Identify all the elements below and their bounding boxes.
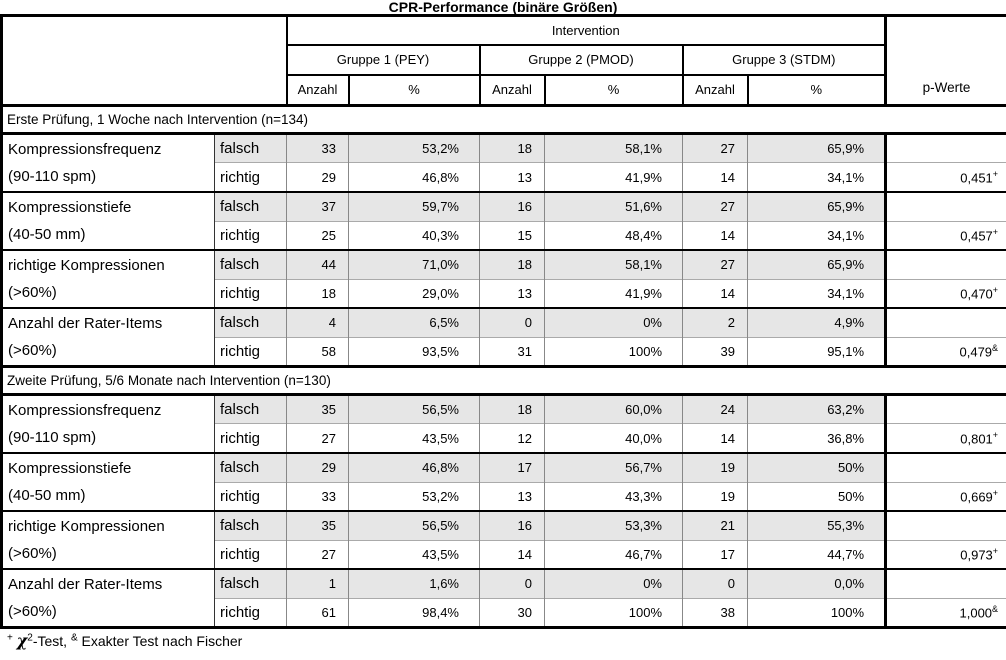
p-value: 0,801 <box>960 431 993 447</box>
measure-range: (40-50 mm) <box>8 226 86 243</box>
p-value-cell <box>886 424 1006 453</box>
group-2-header: Gruppe 2 (PMOD) <box>480 45 683 75</box>
table-title: CPR-Performance (binäre Größen) <box>388 0 618 15</box>
outcome-label: richtig <box>215 163 287 192</box>
cell-count: 35 <box>287 511 349 540</box>
footnote <box>7 631 242 650</box>
chi-exponent: 2 <box>27 632 33 644</box>
table-row <box>2 134 1006 163</box>
cell-percent: 65,9% <box>748 134 886 163</box>
table-row <box>2 250 1006 279</box>
cell-count: 25 <box>287 221 349 250</box>
measure-label <box>2 395 215 454</box>
p-marker: + <box>992 227 999 238</box>
outcome-label: richtig <box>215 221 287 250</box>
cell-count: 14 <box>480 540 545 569</box>
cell-count: 27 <box>683 134 748 163</box>
cell-percent: 95,1% <box>748 337 886 366</box>
measure-label <box>2 453 215 511</box>
p-value-cell <box>886 598 1006 627</box>
cell-count: 29 <box>287 163 349 192</box>
measure-name: Anzahl der Rater-Items <box>8 576 163 593</box>
cell-percent: 0% <box>545 308 683 337</box>
measure-label <box>2 308 215 367</box>
cell-count: 18 <box>287 279 349 308</box>
cell-percent: 58,1% <box>545 134 683 163</box>
cell-count: 39 <box>683 337 748 366</box>
outcome-label: falsch <box>215 395 287 424</box>
cell-count: 12 <box>480 424 545 453</box>
outcome-label: falsch <box>215 250 287 279</box>
cell-count: 14 <box>683 279 748 308</box>
cell-count: 1 <box>287 569 349 598</box>
outcome-label: falsch <box>215 569 287 598</box>
chi-symbol: χ <box>16 631 28 650</box>
cell-percent: 36,8% <box>748 424 886 453</box>
outcome-label: falsch <box>215 511 287 540</box>
p-value-cell <box>886 395 1006 424</box>
p-value-cell <box>886 221 1006 250</box>
cell-count: 17 <box>480 453 545 482</box>
cell-count: 19 <box>683 453 748 482</box>
count-column-header: Anzahl <box>287 75 349 106</box>
p-marker: + <box>992 429 999 440</box>
outcome-label: falsch <box>215 308 287 337</box>
measure-label <box>2 569 215 628</box>
section-header-row <box>2 367 1006 395</box>
cell-count: 44 <box>287 250 349 279</box>
cell-count: 31 <box>480 337 545 366</box>
cell-percent: 53,3% <box>545 511 683 540</box>
section-heading: Erste Prüfung, 1 Woche nach Intervention (n=134) <box>2 106 1006 134</box>
outcome-label: falsch <box>215 453 287 482</box>
cell-percent: 46,8% <box>349 163 480 192</box>
cell-count: 13 <box>480 163 545 192</box>
cell-percent: 43,5% <box>349 424 480 453</box>
intervention-header: Intervention <box>287 16 886 45</box>
cell-count: 0 <box>683 569 748 598</box>
table-row <box>2 569 1006 598</box>
cell-count: 18 <box>480 250 545 279</box>
p-value-cell <box>886 163 1006 192</box>
measure-name: Kompressionsfrequenz <box>8 402 162 419</box>
measure-label <box>2 192 215 250</box>
p-value: 0,669 <box>960 489 993 505</box>
cell-percent: 55,3% <box>748 511 886 540</box>
outcome-label: richtig <box>215 279 287 308</box>
p-marker: + <box>992 285 999 296</box>
outcome-label: richtig <box>215 482 287 511</box>
cell-percent: 40,0% <box>545 424 683 453</box>
p-value-cell <box>886 337 1006 366</box>
fisher-test-marker: & <box>70 632 78 644</box>
cell-count: 19 <box>683 482 748 511</box>
measure-range: (>60%) <box>8 284 57 301</box>
cell-percent: 44,7% <box>748 540 886 569</box>
outcome-label: richtig <box>215 598 287 627</box>
cell-percent: 100% <box>545 598 683 627</box>
section-header-row <box>2 106 1006 134</box>
cell-count: 4 <box>287 308 349 337</box>
cell-percent: 48,4% <box>545 221 683 250</box>
measure-label <box>2 250 215 308</box>
cell-percent: 4,9% <box>748 308 886 337</box>
p-value-cell <box>886 453 1006 482</box>
cell-percent: 34,1% <box>748 279 886 308</box>
p-marker: + <box>992 546 999 557</box>
p-value: 0,973 <box>960 547 993 563</box>
outcome-label: richtig <box>215 337 287 366</box>
cell-count: 21 <box>683 511 748 540</box>
count-column-header: Anzahl <box>683 75 748 106</box>
table-row <box>2 308 1006 337</box>
cell-percent: 63,2% <box>748 395 886 424</box>
cell-count: 16 <box>480 192 545 221</box>
cell-count: 24 <box>683 395 748 424</box>
p-value: 0,479 <box>959 344 993 360</box>
cell-count: 0 <box>480 569 545 598</box>
cell-percent: 34,1% <box>748 163 886 192</box>
outcome-label: richtig <box>215 540 287 569</box>
cell-percent: 98,4% <box>349 598 480 627</box>
cell-percent: 65,9% <box>748 250 886 279</box>
p-marker: & <box>992 343 999 354</box>
cell-count: 33 <box>287 482 349 511</box>
cell-count: 27 <box>287 540 349 569</box>
cell-count: 18 <box>480 134 545 163</box>
cell-count: 27 <box>287 424 349 453</box>
cell-percent: 59,7% <box>349 192 480 221</box>
p-value: 1,000 <box>959 605 993 621</box>
cell-percent: 51,6% <box>545 192 683 221</box>
cell-percent: 56,5% <box>349 511 480 540</box>
measure-name: Kompressionsfrequenz <box>8 141 162 158</box>
p-value-cell <box>886 308 1006 337</box>
corner-cell <box>2 16 287 106</box>
p-value: 0,451 <box>960 170 993 186</box>
cell-count: 38 <box>683 598 748 627</box>
fisher-test-text: Exakter Test nach Fischer <box>81 633 243 649</box>
p-value-cell <box>886 569 1006 598</box>
cell-percent: 0,0% <box>748 569 886 598</box>
p-marker: + <box>992 488 999 499</box>
cell-percent: 29,0% <box>349 279 480 308</box>
cell-percent: 93,5% <box>349 337 480 366</box>
cell-count: 0 <box>480 308 545 337</box>
measure-range: (>60%) <box>8 603 57 620</box>
measure-label <box>2 134 215 193</box>
measure-name: Kompressionstiefe <box>8 460 132 477</box>
outcome-label: richtig <box>215 424 287 453</box>
cell-percent: 50% <box>748 482 886 511</box>
cell-count: 29 <box>287 453 349 482</box>
p-marker: & <box>992 604 999 615</box>
cell-count: 18 <box>480 395 545 424</box>
cell-count: 15 <box>480 221 545 250</box>
cell-percent: 34,1% <box>748 221 886 250</box>
count-column-header: Anzahl <box>480 75 545 106</box>
cell-percent: 53,2% <box>349 482 480 511</box>
percent-column-header: % <box>349 75 480 106</box>
cell-count: 13 <box>480 482 545 511</box>
cell-count: 27 <box>683 192 748 221</box>
cell-count: 58 <box>287 337 349 366</box>
outcome-label: falsch <box>215 192 287 221</box>
percent-column-header: % <box>748 75 886 106</box>
cell-percent: 100% <box>748 598 886 627</box>
cell-count: 35 <box>287 395 349 424</box>
cell-count: 14 <box>683 221 748 250</box>
p-value-cell <box>886 192 1006 221</box>
cell-count: 61 <box>287 598 349 627</box>
percent-column-header: % <box>545 75 683 106</box>
measure-label <box>2 511 215 569</box>
p-value-cell <box>886 511 1006 540</box>
table-row <box>2 192 1006 221</box>
cell-count: 37 <box>287 192 349 221</box>
cell-count: 33 <box>287 134 349 163</box>
measure-range: (>60%) <box>8 545 57 562</box>
cell-percent: 43,3% <box>545 482 683 511</box>
cell-percent: 41,9% <box>545 163 683 192</box>
cell-percent: 40,3% <box>349 221 480 250</box>
cell-count: 16 <box>480 511 545 540</box>
cell-count: 2 <box>683 308 748 337</box>
cell-percent: 56,5% <box>349 395 480 424</box>
cell-percent: 43,5% <box>349 540 480 569</box>
section-heading: Zweite Prüfung, 5/6 Monate nach Intervention (n=130) <box>2 367 1006 395</box>
cell-percent: 100% <box>545 337 683 366</box>
p-werte-header: p-Werte <box>886 16 1006 106</box>
table-row <box>2 511 1006 540</box>
outcome-label: falsch <box>215 134 287 163</box>
measure-range: (90-110 spm) <box>8 429 97 446</box>
p-value-cell <box>886 279 1006 308</box>
cell-count: 14 <box>683 163 748 192</box>
measure-range: (>60%) <box>8 342 57 359</box>
cell-percent: 46,8% <box>349 453 480 482</box>
cell-percent: 58,1% <box>545 250 683 279</box>
table-row <box>2 395 1006 424</box>
cell-count: 27 <box>683 250 748 279</box>
p-value: 0,457 <box>960 228 993 244</box>
cell-percent: 46,7% <box>545 540 683 569</box>
p-value-cell <box>886 540 1006 569</box>
measure-name: Anzahl der Rater-Items <box>8 315 163 332</box>
cell-percent: 60,0% <box>545 395 683 424</box>
cell-count: 17 <box>683 540 748 569</box>
header-row-intervention <box>2 16 1006 45</box>
group-3-header: Gruppe 3 (STDM) <box>683 45 886 75</box>
cell-percent: 53,2% <box>349 134 480 163</box>
chi-test-text: -Test, <box>32 633 68 649</box>
group-1-header: Gruppe 1 (PEY) <box>287 45 480 75</box>
measure-range: (40-50 mm) <box>8 487 86 504</box>
cell-percent: 1,6% <box>349 569 480 598</box>
p-value-cell <box>886 250 1006 279</box>
p-value-cell <box>886 482 1006 511</box>
cpr-performance-table <box>0 14 1006 629</box>
p-value-cell <box>886 134 1006 163</box>
measure-name: richtige Kompressionen <box>8 518 165 535</box>
table-row <box>2 453 1006 482</box>
cell-percent: 71,0% <box>349 250 480 279</box>
measure-name: richtige Kompressionen <box>8 257 165 274</box>
cell-percent: 56,7% <box>545 453 683 482</box>
cell-count: 30 <box>480 598 545 627</box>
p-value: 0,470 <box>960 286 993 302</box>
measure-range: (90-110 spm) <box>8 168 97 185</box>
cell-percent: 50% <box>748 453 886 482</box>
cell-count: 14 <box>683 424 748 453</box>
measure-name: Kompressionstiefe <box>8 199 132 216</box>
cell-percent: 0% <box>545 569 683 598</box>
cell-percent: 65,9% <box>748 192 886 221</box>
cell-count: 13 <box>480 279 545 308</box>
p-marker: + <box>992 168 999 179</box>
chi-test-marker: + <box>7 632 13 644</box>
cell-percent: 41,9% <box>545 279 683 308</box>
cell-percent: 6,5% <box>349 308 480 337</box>
